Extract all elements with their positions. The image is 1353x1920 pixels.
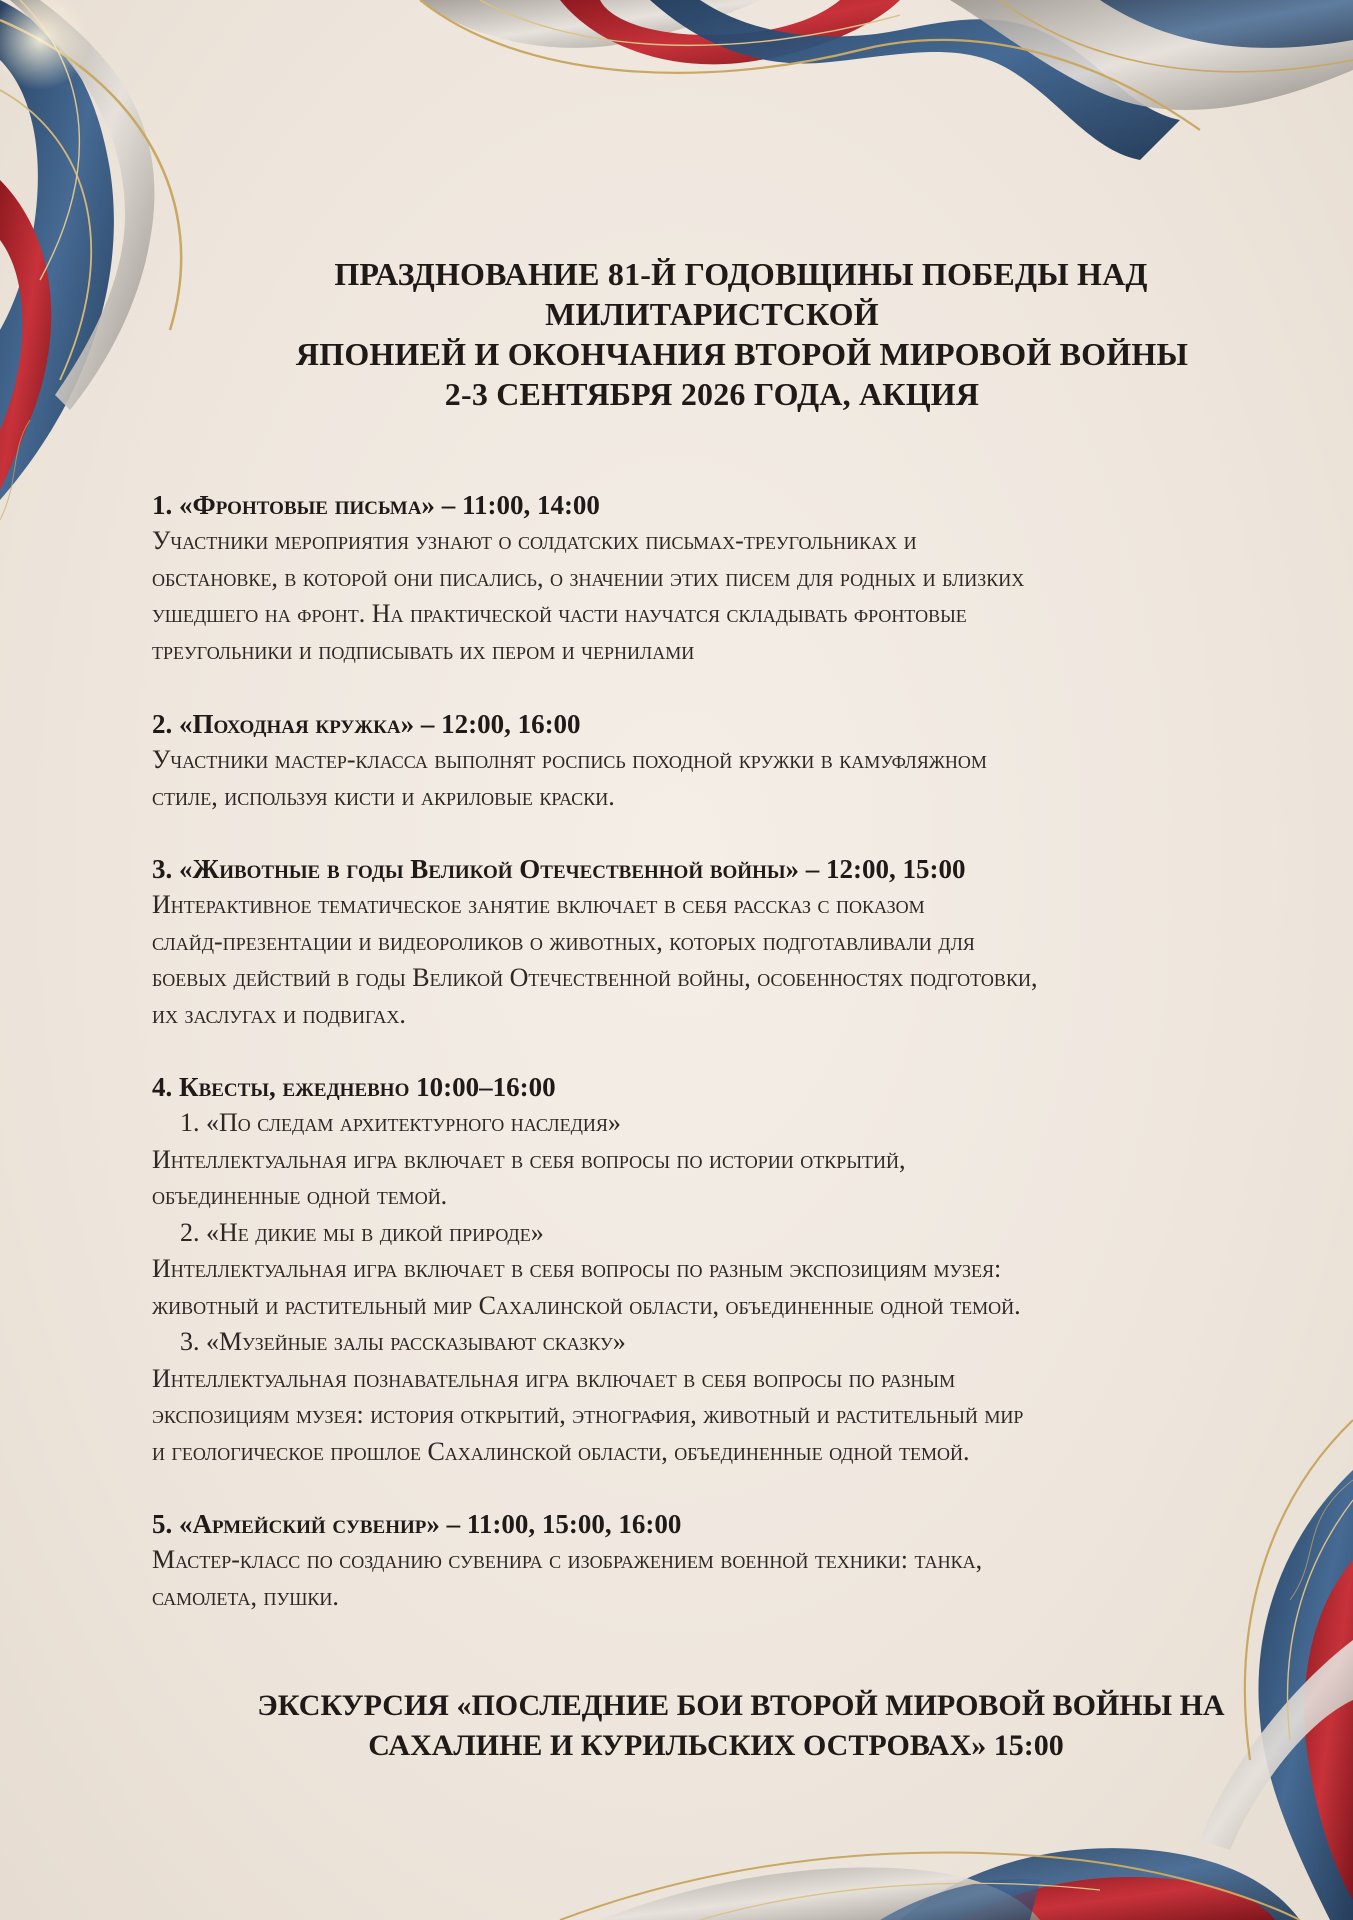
quest-description-line: и геологическое прошлое Сахалинской области, объединенные одной темой. [152, 1436, 970, 1466]
ribbons-top-right [420, 0, 1353, 160]
ribbons-bottom-right [1200, 1420, 1353, 1920]
event-heading [152, 851, 1272, 887]
event-description-line: стиле, используя кисти и акриловые краски. [152, 781, 615, 811]
event-number: 3. [152, 854, 173, 884]
quest-description-line: Интеллектуальная познавательная игра включает в себя вопросы по разным [152, 1363, 956, 1393]
event-section-5 [152, 1506, 1272, 1615]
quest-description-line: Интеллектуальная игра включает в себя вопросы по истории открытий, [152, 1144, 906, 1174]
quest-title: 3. «Музейные залы рассказывают сказку» [180, 1327, 626, 1356]
event-description-line: ушедшего на фронт. На практической части научатся складывать фронтовые [152, 599, 967, 628]
event-description-line: слайд-презентации и видеороликов о животных, которых подготавливали для [152, 926, 975, 956]
quest-title: 1. «По следам архитектурного наследия» [180, 1108, 621, 1137]
quest-description-line: животный и растительный мир Сахалинской области, объединенные одной темой. [152, 1290, 1021, 1320]
event-name: «Фронтовые письма» [179, 490, 435, 520]
event-time: – 12:00, 16:00 [420, 709, 581, 739]
event-heading [152, 1506, 1272, 1542]
event-name: «Армейский сувенир» [179, 1509, 440, 1539]
event-description-line: Участники мероприятия узнают о солдатских письмах-треугольниках и [152, 526, 917, 555]
event-section-3 [152, 851, 1272, 1033]
event-time: – 11:00, 15:00, 16:00 [446, 1509, 682, 1539]
event-description-line: обстановке, в которой они писались, о значении этих писем для родных и близких [152, 562, 1025, 592]
event-name: Квесты, ежедневно [179, 1072, 410, 1102]
event-number: 1. [152, 490, 173, 520]
event-time: – 11:00, 14:00 [441, 490, 600, 520]
event-description-line: боевых действий в годы Великой Отечественной войны, особенностях подготовки, [152, 963, 1038, 992]
event-name: «Походная кружка» [179, 709, 415, 739]
quest-description-line: объединенные одной темой. [152, 1181, 448, 1210]
quest-title: 2. «Не дикие мы в дикой природе» [180, 1217, 544, 1247]
title-line-3: ЯПОНИЕЙ И ОКОНЧАНИЯ ВТОРОЙ МИРОВОЙ ВОЙНЫ [295, 336, 1189, 372]
event-description-line: их заслугах и подвигах. [152, 999, 406, 1029]
event-description-line: самолета, пушки. [152, 1581, 339, 1611]
title-line-4: 2-3 СЕНТЯБРЯ 2026 ГОДА, АКЦИЯ [444, 376, 980, 412]
event-heading [152, 1069, 1272, 1105]
event-section-4 [152, 1069, 1272, 1470]
event-heading [152, 487, 1272, 523]
event-name: «Животные в годы Великой Отечественной войны» [179, 854, 800, 884]
excursion-title [152, 1686, 1272, 1766]
event-number: 2. [152, 709, 173, 739]
poster-title [152, 254, 1272, 414]
title-line-2: МИЛИТАРИСТСКОЙ [545, 296, 879, 332]
event-time: 10:00–16:00 [416, 1072, 556, 1102]
event-number: 5. [152, 1509, 173, 1539]
event-heading [152, 706, 1272, 742]
event-section-1 [152, 487, 1272, 669]
event-description-line: Мастер-класс по созданию сувенира с изображением военной техники: танка, [152, 1545, 983, 1574]
ribbons-bottom [560, 1848, 1300, 1920]
excursion-line-1: ЭКСКУРСИЯ «ПОСЛЕДНИЕ БОИ ВТОРОЙ МИРОВОЙ ВОЙНЫ НА [257, 1689, 1225, 1722]
event-description-line: Интерактивное тематическое занятие включает в себя рассказ с показом [152, 890, 925, 919]
event-description-line: треугольники и подписывать их пером и чернилами [152, 635, 695, 665]
event-description-line: Участники мастер-класса выполнят роспись походной кружки в камуфляжном [152, 745, 987, 774]
event-time: – 12:00, 15:00 [805, 854, 966, 884]
quest-description-line: экспозициям музея: история открытий, этнография, животный и растительный мир [152, 1400, 1024, 1429]
event-section-2 [152, 706, 1272, 815]
event-number: 4. [152, 1072, 173, 1102]
quest-description-line: Интеллектуальная игра включает в себя вопросы по разным экспозициям музея: [152, 1254, 1002, 1283]
excursion-line-2: САХАЛИНЕ И КУРИЛЬСКИХ ОСТРОВАХ» 15:00 [368, 1729, 1064, 1762]
title-line-1: ПРАЗДНОВАНИЕ 81-Й ГОДОВЩИНЫ ПОБЕДЫ НАД [334, 256, 1148, 292]
